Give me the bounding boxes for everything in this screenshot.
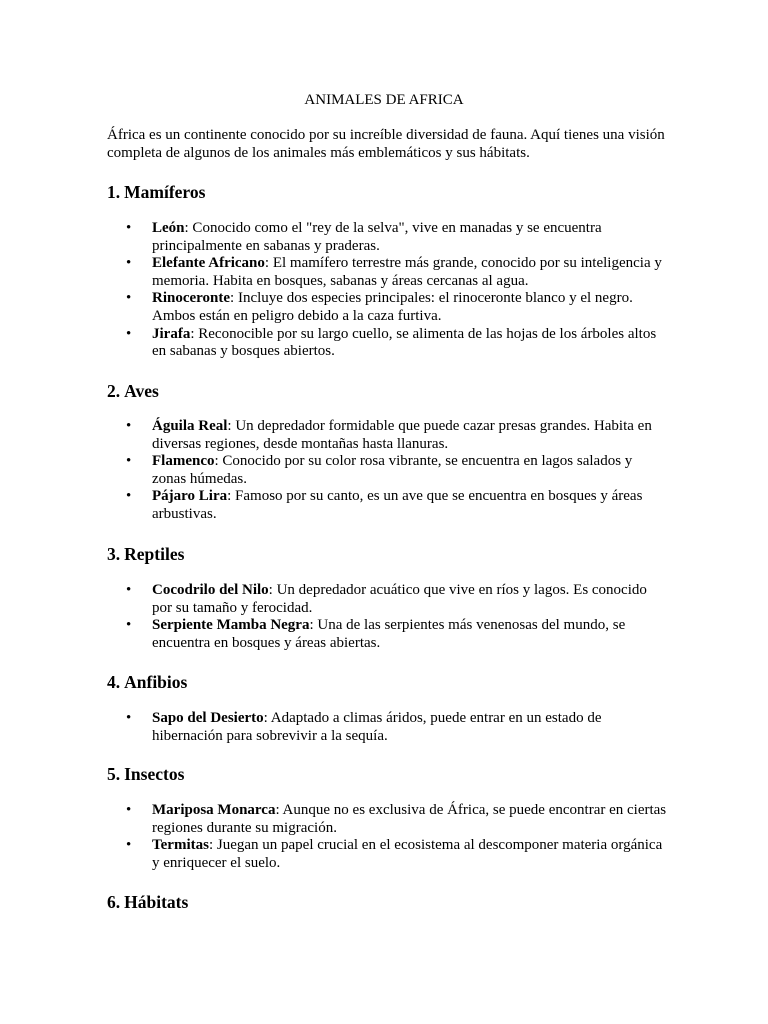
bullet-icon: •	[126, 418, 132, 434]
section-number: 5.	[107, 764, 121, 784]
item-text: : Un depredador formidable que puede cazar presas grandes. Habita en diversas regiones, desde montañas hasta llanuras.	[152, 418, 652, 452]
item-term: Águila Real	[152, 418, 228, 434]
list-reptiles	[107, 582, 667, 652]
bullet-icon: •	[126, 290, 132, 307]
list-item	[107, 220, 667, 255]
section-title: Mamíferos	[124, 182, 206, 202]
section-title: Reptiles	[124, 544, 185, 564]
item-text: : Famoso por su canto, es un ave que se encuentra en bosques y áreas arbustivas.	[152, 488, 643, 522]
section-heading-reptiles	[107, 544, 184, 564]
item-text: : Reconocible por su largo cuello, se alimenta de las hojas de los árboles altos en sabanas y bosques abiertos.	[152, 325, 657, 360]
item-term: Flamenco	[152, 453, 215, 470]
bullet-icon: •	[126, 617, 132, 634]
intro-paragraph: África es un continente conocido por su increíble diversidad de fauna. Aquí tienes una visión completa de algunos de los animales más emblemáticos y sus hábitats.	[107, 127, 665, 161]
item-text: : Incluye dos especies principales: el rinoceronte blanco y el negro. Ambos están en peligro debido a la caza furtiva.	[152, 290, 633, 324]
list-item	[107, 802, 667, 837]
item-term: Elefante Africano	[152, 255, 265, 272]
section-number: 1.	[107, 182, 121, 202]
list-anfibios	[107, 710, 667, 745]
item-text: : Aunque no es exclusiva de África, se puede encontrar en ciertas regiones durante su migración.	[152, 802, 667, 836]
item-term: Pájaro Lira	[152, 488, 228, 505]
bullet-icon: •	[126, 255, 132, 272]
item-text: : Conocido por su color rosa vibrante, se encuentra en lagos salados y zonas húmedas.	[152, 453, 633, 487]
list-item	[107, 617, 667, 652]
item-term: Serpiente Mamba Negra	[152, 617, 310, 634]
item-term: Sapo del Desierto	[152, 710, 264, 726]
document-title: ANIMALES DE AFRICA	[304, 92, 464, 108]
item-text: : Juegan un papel crucial en el ecosistema al descomponer materia orgánica y enriquecer el suelo.	[152, 837, 663, 871]
bullet-icon: •	[126, 837, 132, 854]
item-term: Termitas	[152, 837, 209, 854]
section-heading-habitats	[107, 892, 188, 912]
bullet-icon: •	[126, 710, 132, 726]
item-term: Rinoceronte	[152, 290, 231, 307]
section-title: Insectos	[124, 764, 185, 784]
list-item	[107, 453, 667, 488]
list-item	[107, 710, 667, 745]
item-text: : El mamífero terrestre más grande, conocido por su inteligencia y memoria. Habita en bosques, sabanas y áreas cercanas al agua.	[152, 255, 662, 289]
item-term: Jirafa	[152, 325, 191, 342]
section-heading-mamiferos	[107, 182, 205, 202]
bullet-icon: •	[126, 802, 132, 818]
list-item	[107, 326, 667, 361]
item-text: : Adaptado a climas áridos, puede entrar en un estado de hibernación para sobrevivir a la sequía.	[152, 710, 602, 744]
item-text: : Un depredador acuático que vive en ríos y lagos. Es conocido por su tamaño y ferocidad.	[152, 582, 647, 616]
section-title: Anfibios	[124, 672, 188, 692]
list-item	[107, 582, 667, 617]
list-mamiferos	[107, 220, 667, 361]
item-term: León	[152, 220, 185, 236]
section-number: 4.	[107, 672, 121, 692]
section-number: 2.	[107, 381, 121, 401]
section-heading-anfibios	[107, 672, 187, 692]
item-term: Mariposa Monarca	[152, 802, 276, 818]
bullet-icon: •	[126, 488, 132, 505]
item-text: : Una de las serpientes más venenosas del mundo, se encuentra en bosques y áreas abiertas.	[152, 617, 626, 651]
section-heading-aves	[107, 381, 159, 401]
item-text: : Conocido como el "rey de la selva", vive en manadas y se encuentra principalmente en sabanas y praderas.	[152, 220, 602, 254]
list-aves	[107, 418, 667, 524]
bullet-icon: •	[126, 582, 132, 598]
section-number: 3.	[107, 544, 121, 564]
list-item	[107, 255, 667, 290]
bullet-icon: •	[126, 325, 132, 342]
bullet-icon: •	[126, 220, 132, 236]
item-term: Cocodrilo del Nilo	[152, 582, 269, 598]
section-heading-insectos	[107, 764, 184, 784]
list-item	[107, 290, 667, 325]
section-number: 6.	[107, 892, 121, 912]
section-title: Hábitats	[124, 892, 189, 912]
bullet-icon: •	[126, 453, 132, 470]
list-item	[107, 488, 667, 523]
list-item	[107, 418, 667, 453]
section-title: Aves	[124, 381, 159, 401]
list-item	[107, 837, 667, 872]
list-insectos	[107, 802, 667, 872]
